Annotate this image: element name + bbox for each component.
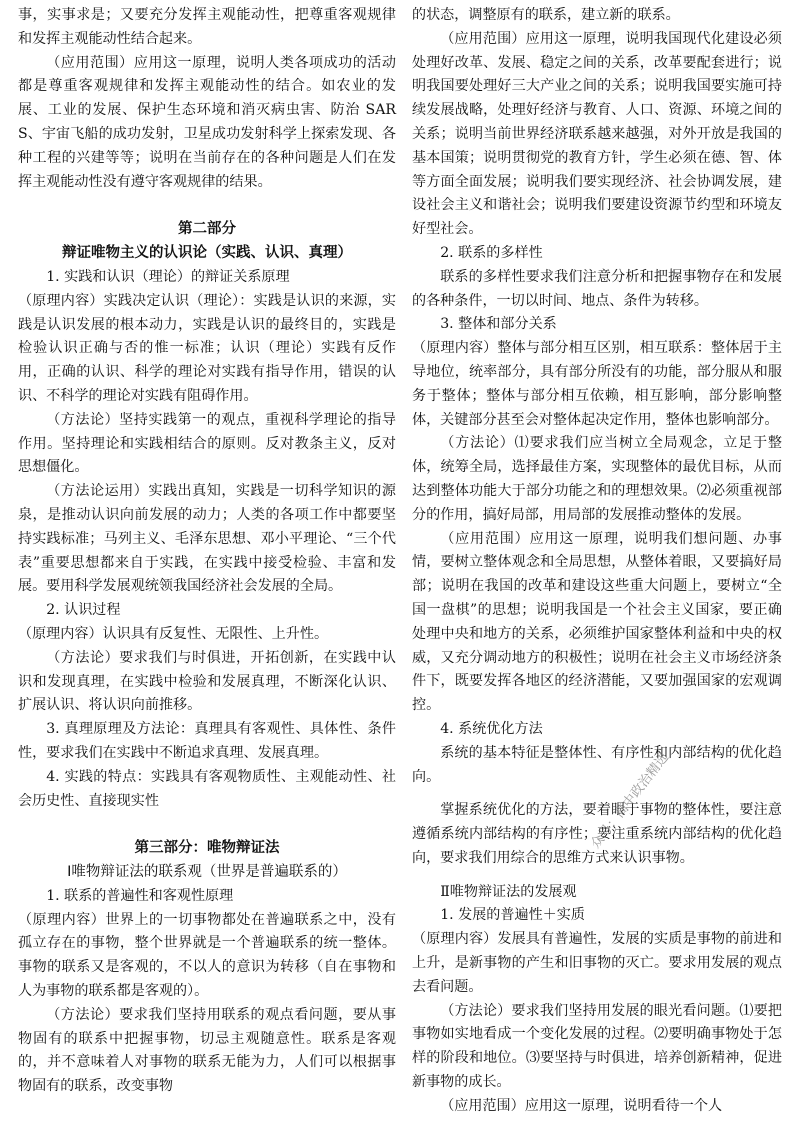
paragraph: 事，实事求是；又要充分发挥主观能动性，把尊重客观规律和发挥主观能动性结合起来。 <box>18 7 396 47</box>
paragraph: （方法论）要求我们坚持用联系的观点看问题，要从事物固有的联系中把握事物，切忌主观随意性。联系是客观的，并不意味着人对事物的联系无能为力，人们可以根据事物固有的联系，改变事物 <box>18 1006 396 1095</box>
paragraph: 掌握系统优化的方法，要着眼于事物的整体性，要注意遵循系统内部结构的有序性；要注重系统内部结构的优化趋向，要求我们用综合的思维方式来认识事物。 <box>412 802 782 866</box>
part-three-subtitle: Ⅰ唯物辩证法的联系观（世界是普遍联系的） <box>67 864 347 881</box>
paragraph: （方法论）要求我们坚持用发展的眼光看问题。⑴要把事物如实地看成一个变化发展的过程。⑵要明确事物处于怎样的阶段和地位。⑶要坚持与时俱进，培养创新精神，促进新事物的成长。 <box>412 1002 782 1091</box>
section-heading: 3. 整体和部分关系 <box>440 316 557 333</box>
watermark: 众号：高中政治精选 <box>588 750 673 852</box>
section-heading: 1. 联系的普遍性和客观性原理 <box>46 887 234 904</box>
section-heading: 1. 发展的普遍性＋实质 <box>440 907 585 924</box>
part-two-subtitle: 辩证唯物主义的认识论（实践、认识、真理） <box>62 245 352 262</box>
paragraph: （原理内容）世界上的一切事物都处在普遍联系之中，没有孤立存在的事物，整个世界就是一个普遍联系的统一整体。事物的联系又是客观的，不以人的意识为转移（自在事物和人为事物的联系都是客观的）。 <box>18 911 396 1000</box>
part-two-title: 第二部分 <box>178 221 236 238</box>
paragraph: （方法论）⑴要求我们应当树立全局观念，立足于整体，统筹全局，选择最佳方案，实现整体的最优目标，从而达到整体功能大于部分功能之和的理想效果。⑵必须重视部分的作用，搞好局部，用局部的发展推动整体的发展。 <box>412 435 782 523</box>
paragraph: （应用范围）应用这一原理，说明人类各项成功的活动都是尊重客观规律和发挥主观能动性的结合。如农业的发展、工业的发展、保护生态环境和消灭病虫害、防治 SARS、宇宙飞船的成功发射，卫星成功发射科学上探索发现、各种工程的兴建等等；说明在当前存在的各种问题是人们在发挥主观能动性没有遵守客观规律的结果。 <box>18 54 396 190</box>
paragraph: （方法论运用）实践出真知，实践是一切科学知识的源泉，是推动认识向前发展的动力；人类的各项工作中都要坚持实践标准；马列主义、毛泽东思想、邓小平理论、“三个代表”重要思想都来自于实践，在实践中接受检验、丰富和发展。要用科学发展观统领我国经济社会发展的全局。 <box>18 483 396 595</box>
section-heading: 2. 认识过程 <box>46 602 121 619</box>
section-heading: 1. 实践和认识（理论）的辩证关系原理 <box>46 268 290 285</box>
section-heading: 4. 系统优化方法 <box>440 720 543 737</box>
left-column <box>18 4 396 1099</box>
paragraph: 联系的多样性要求我们注意分析和把握事物存在和发展的各种条件，一切以时间、地点、条件为转移。 <box>412 268 782 309</box>
paragraph: （应用范围）应用这一原理，说明我国现代化建设必须处理好改革、发展、稳定之间的关系，改革要配套进行；说明我国要处理好三大产业之间的关系；说明我国要实施可持续发展战略，处理好经济与教育、人口、资源、环境之间的关系；说明当前世界经济联系越来越强，对外开放是我国的基本国策；说明贯彻党的教育方针，学生必须在德、智、体等方面全面发展；说明我们要实现经济、社会协调发展，建设社会主义和谐社会；说明我们要建设资源节约型和环境友好型社会。 <box>412 30 782 238</box>
paragraph: （应用范围）应用这一原理，说明看待一个人 <box>440 1097 723 1114</box>
paragraph: （原理内容）认识具有反复性、无限性、上升性。 <box>18 625 329 642</box>
paragraph: 的状态，调整原有的联系，建立新的联系。 <box>412 7 680 23</box>
paragraph: 4. 实践的特点：实践具有客观物质性、主观能动性、社会历史性、直接现实性 <box>18 768 396 809</box>
paragraph: 系统的基本特征是整体性、有序性和内部结构的优化趋向。 <box>412 744 782 785</box>
paragraph: 3. 真理原理及方法论：真理具有客观性、具体性、条件性，要求我们在实践中不断追求真理、发展真理。 <box>18 721 396 761</box>
paragraph: （原理内容）整体与部分相互区别，相互联系：整体居于主导地位，统率部分，具有部分所没有的功能，部分服从和服务于整体；整体与部分相互依赖，相互影响，部分影响整体，关键部分甚至会对整体起决定作用，整体也影响部分。 <box>412 340 782 428</box>
section-heading: 2. 联系的多样性 <box>440 244 543 261</box>
section-subtitle: Ⅱ唯物辩证法的发展观 <box>440 883 577 900</box>
paragraph: （方法论）要求我们与时俱进，开拓创新，在实践中认识和发现真理，在实践中检验和发展真理，不断深化认识、扩展认识、将认识向前推移。 <box>18 649 396 714</box>
paragraph: （方法论）坚持实践第一的观点，重视科学理论的指导作用。坚持理论和实践相结合的原则。反对教条主义，反对思想僵化。 <box>18 411 396 476</box>
paragraph: （原理内容）实践决定认识（理论）：实践是认识的来源，实践是认识发展的根本动力，实践是认识的最终目的，实践是检验认识正确与否的惟一标准；认识（理论）实践有反作用，正确的认识、科学的理论对实践有指导作用，错误的认识、不科学的理论对实践有阻碍作用。 <box>18 292 396 404</box>
paragraph: （原理内容）发展具有普遍性，发展的实质是事物的前进和上升，是新事物的产生和旧事物的灭亡。要求用发展的观点去看问题。 <box>412 931 782 995</box>
part-three-title: 第三部分：唯物辩证法 <box>134 840 280 857</box>
paragraph: （应用范围）应用这一原理，说明我们想问题、办事情，要树立整体观念和全局思想，从整体着眼，又要搞好局部；说明在我国的改革和建设这些重大问题上，要树立“全国一盘棋”的思想；说明我国是一个社会主义国家，要正确处理中央和地方的关系，必须维护国家整体利益和中央的权威，又充分调动地方的积极性；说明在社会主义市场经济条件下，既要发挥各地区的经济潜能，又要加强国家的宏观调控。 <box>412 530 782 714</box>
right-column <box>412 4 782 1119</box>
